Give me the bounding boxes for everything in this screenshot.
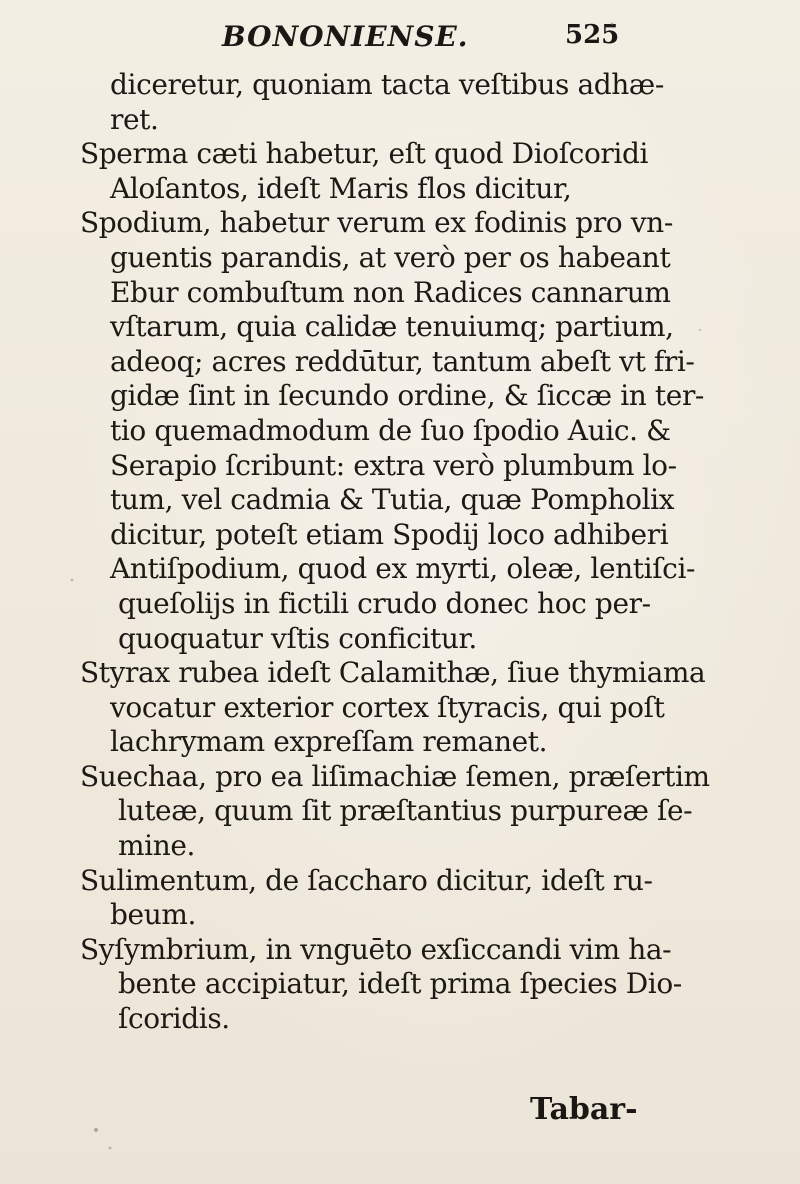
- text-line: tio quemadmodum de ſuo ſpodio Auic. &: [110, 413, 671, 447]
- body-text: [80, 68, 710, 1037]
- text-line: queſolijs in fictili crudo donec hoc per-: [118, 586, 651, 620]
- text-line: mine.: [118, 829, 196, 863]
- text-line: Syſymbrium, in vnguēto exſiccandi vim ha-: [80, 932, 672, 966]
- text-line: vſtarum, quia calidæ tenuiumq; partium,: [110, 310, 674, 344]
- text-line: bente accipiatur, ideſt prima ſpecies Dio-: [118, 967, 682, 1001]
- text-line: gidæ ſint in ſecundo ordine, & ſiccæ in ter-: [110, 379, 704, 413]
- text-line: adeoq; acres reddūtur, tantum abeſt vt fri-: [110, 344, 695, 378]
- text-line: diceretur, quoniam tacta veſtibus adhæ-: [110, 68, 664, 101]
- text-line: dicitur, poteſt etiam Spodij loco adhiberi: [110, 517, 669, 551]
- text-line: Ebur combuſtum non Radices cannarum: [110, 275, 671, 309]
- text-line: ret.: [110, 102, 159, 136]
- text-line: guentis parandis, at verò per os habeant: [110, 240, 671, 274]
- text-line: Spodium, habetur verum ex fodinis pro vn-: [80, 206, 673, 240]
- text-line: Serapio ſcribunt: extra verò plumbum lo-: [110, 448, 677, 482]
- page-number: 525: [565, 20, 620, 50]
- running-head: BONONIENSE.: [222, 20, 469, 53]
- text-line: Sulimentum, de ſaccharo dicitur, ideſt ru-: [80, 863, 653, 897]
- text-line: Suechaa, pro ea liſimachiæ ſemen, præſertim: [80, 759, 710, 793]
- text-line: quoquatur vſtis conficitur.: [118, 621, 477, 655]
- text-line: luteæ, quum ſit præſtantius purpureæ ſe-: [118, 794, 693, 828]
- text-line: beum.: [110, 898, 196, 932]
- page-header: [0, 18, 800, 58]
- text-line: vocatur exterior cortex ſtyracis, qui poſt: [110, 690, 665, 724]
- text-line: ſcoridis.: [118, 1002, 230, 1036]
- text-line: Aloſantos, ideſt Maris flos dicitur,: [110, 171, 572, 205]
- text-line: Antiſpodium, quod ex myrti, oleæ, lentiſci-: [110, 552, 696, 586]
- text-line: Sperma cæti habetur, eſt quod Dioſcoridi: [80, 137, 649, 171]
- text-line: Styrax rubea ideſt Calamithæ, ſiue thymiama: [80, 656, 706, 690]
- text-line: lachrymam expreſſam remanet.: [110, 725, 548, 759]
- text-line: tum, vel cadmia & Tutia, quæ Pompholix: [110, 483, 675, 517]
- catchword: Tabar-: [530, 1092, 638, 1127]
